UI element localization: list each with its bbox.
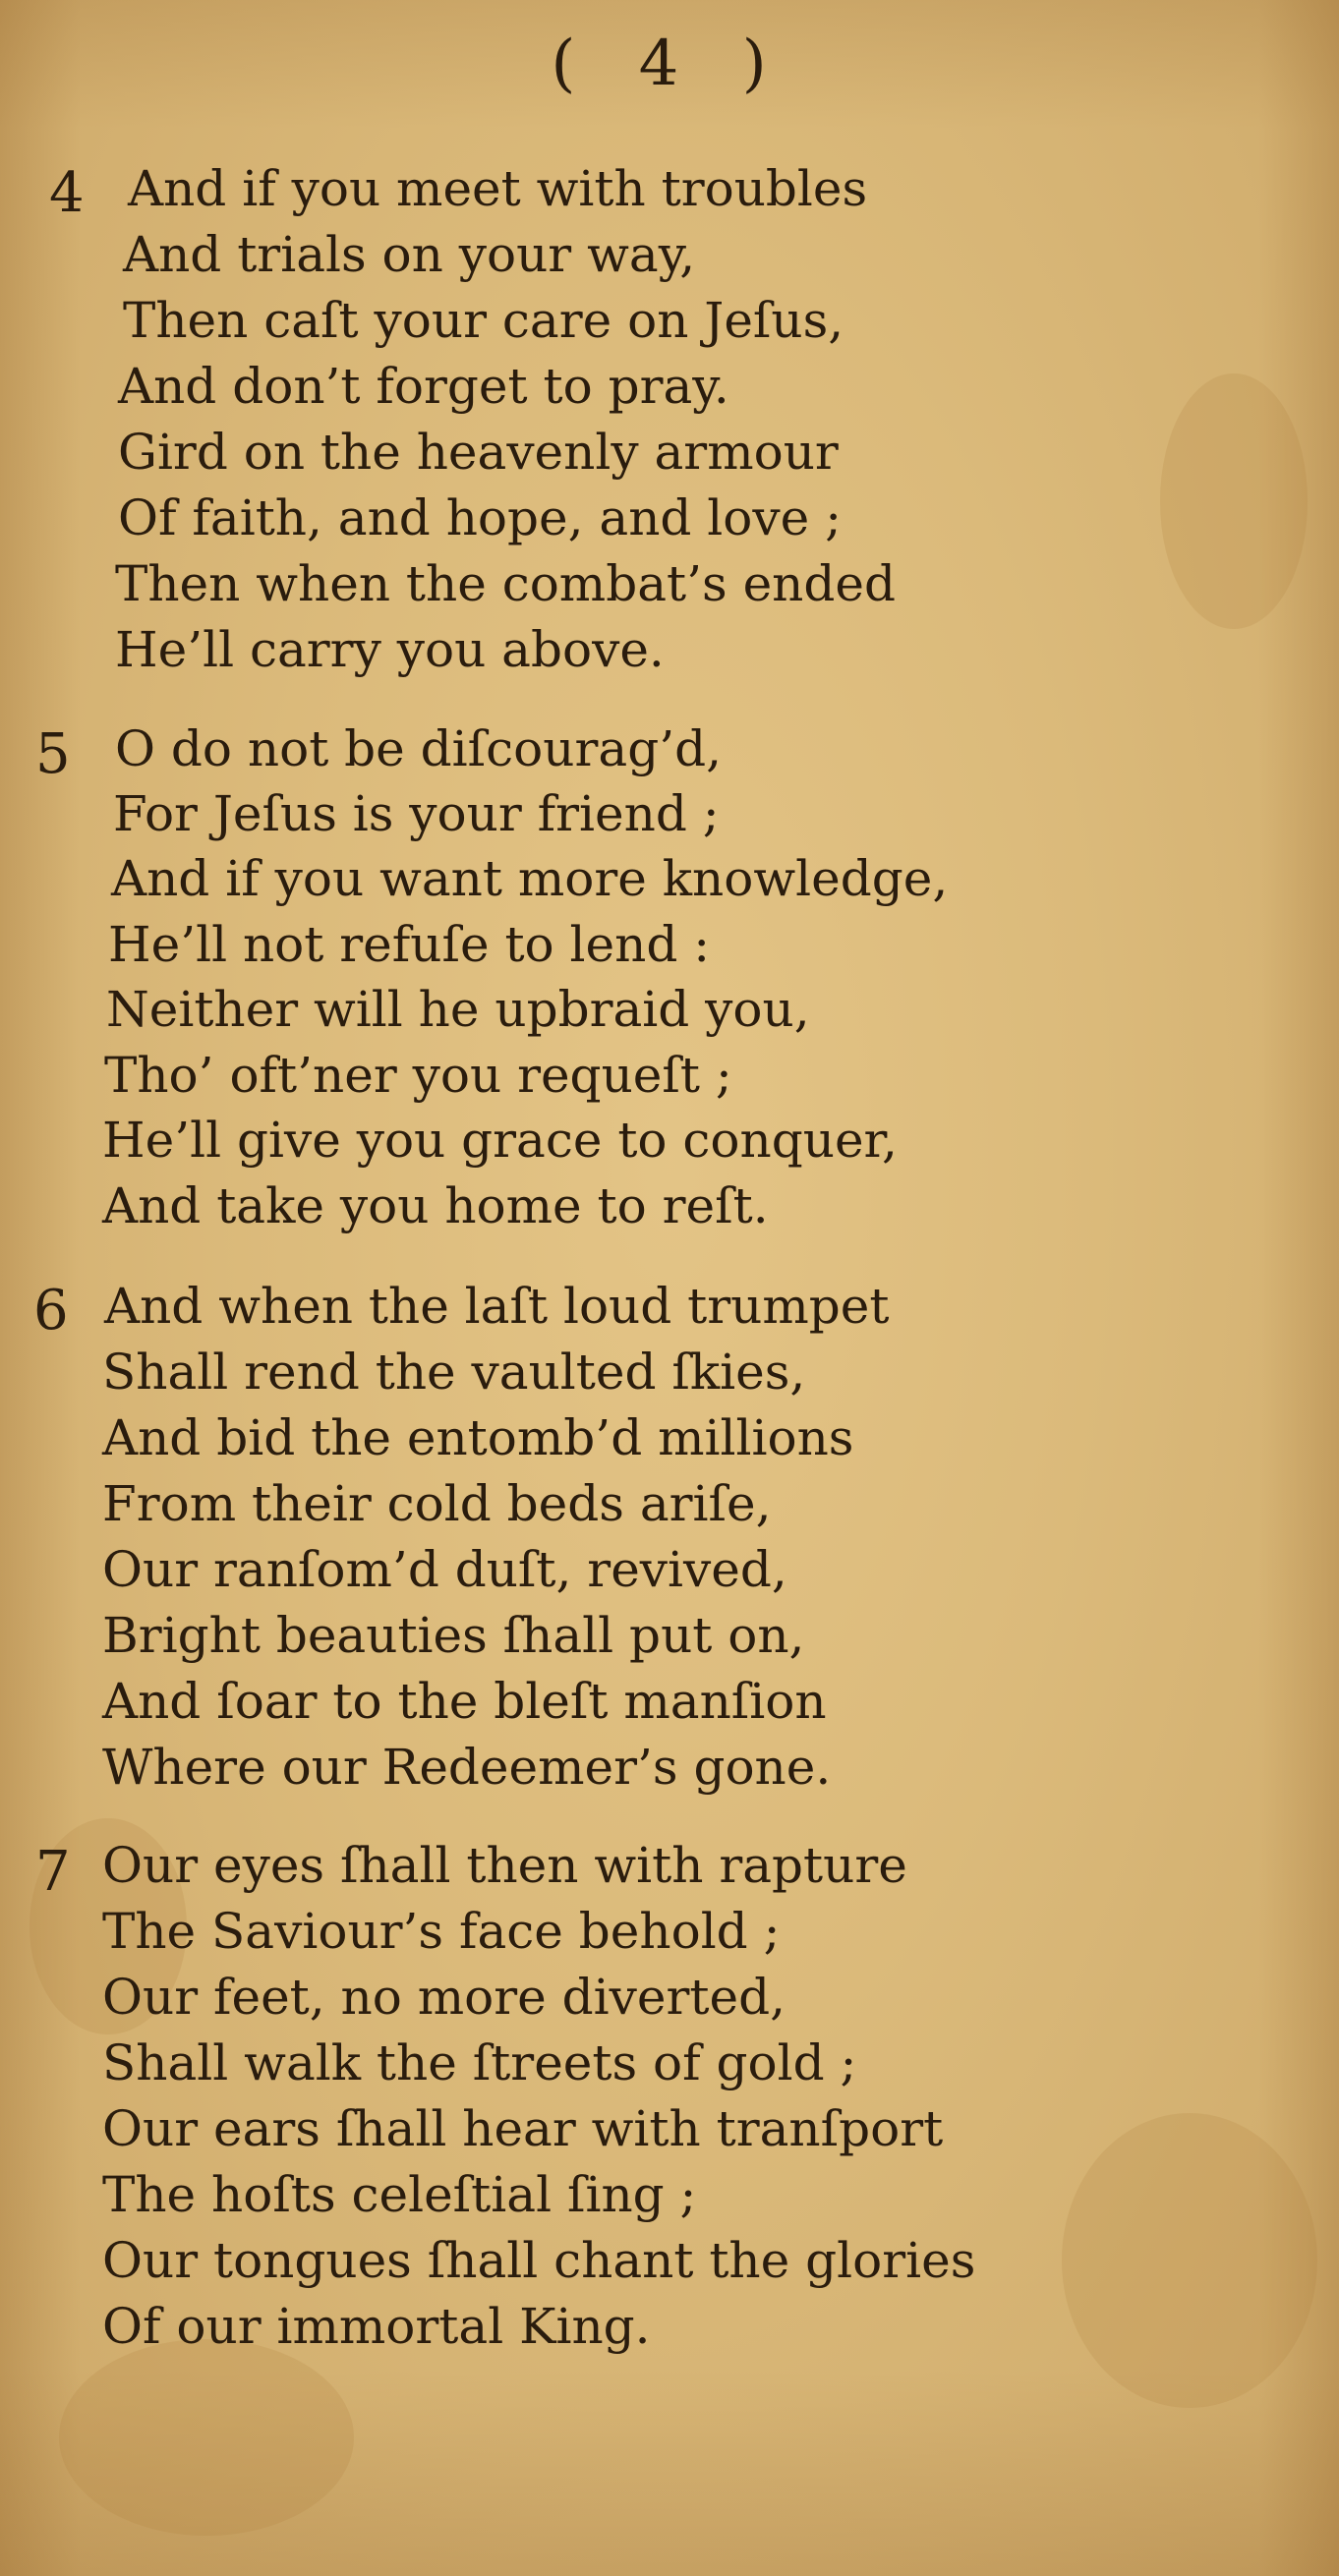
verse-line: Of faith, and hope, and love ; bbox=[118, 489, 842, 546]
verse-line: For Jeſus is your friend ; bbox=[113, 785, 720, 842]
verse-line: Then caſt your care on Jeſus, bbox=[123, 292, 844, 349]
verse-line: And trials on your way, bbox=[123, 226, 696, 283]
verse-line: Of our immortal King. bbox=[102, 2298, 651, 2355]
verse-line: He’ll carry you above. bbox=[115, 621, 665, 678]
verse-line: Shall walk the ſtreets of gold ; bbox=[102, 2034, 857, 2091]
verse-line: O do not be diſcourag’d, bbox=[115, 720, 722, 777]
verse-line: From their cold beds ariſe, bbox=[102, 1475, 772, 1532]
verse-line: And when the laſt loud trumpet bbox=[104, 1278, 890, 1335]
verse-line: He’ll not refuſe to lend : bbox=[108, 916, 711, 973]
paper-stain bbox=[59, 2339, 354, 2536]
verse-line: Then when the combat’s ended bbox=[115, 555, 896, 612]
verse-line: And ſoar to the bleſt manſion bbox=[102, 1673, 827, 1730]
paper-stain bbox=[1160, 373, 1308, 629]
verse-line: Our ranſom’d duſt, revived, bbox=[102, 1541, 787, 1598]
verse-line: And if you want more knowledge, bbox=[111, 850, 949, 907]
stanza-number: 6 bbox=[33, 1279, 69, 1343]
verse-line: Our tongues ſhall chant the glories bbox=[102, 2232, 976, 2289]
verse-line: And don’t forget to pray. bbox=[118, 358, 729, 415]
verse-line: And if you meet with troubles bbox=[128, 160, 868, 217]
paper-stain bbox=[1062, 2113, 1317, 2408]
stanza-number: 7 bbox=[35, 1840, 71, 1904]
verse-line: He’ll give you grace to conquer, bbox=[102, 1112, 898, 1169]
page-number-header: ( 4 ) bbox=[551, 28, 788, 100]
verse-line: Our feet, no more diverted, bbox=[102, 1969, 786, 2026]
stanza-number: 4 bbox=[49, 161, 85, 225]
verse-line: The Saviour’s face behold ; bbox=[102, 1903, 781, 1960]
verse-line: Gird on the heavenly armour bbox=[118, 424, 839, 481]
verse-line: Our ears ſhall hear with tranſport bbox=[102, 2100, 944, 2157]
verse-line: Tho’ oft’ner you requeſt ; bbox=[104, 1047, 732, 1104]
verse-line: And bid the entomb’d millions bbox=[102, 1409, 854, 1466]
verse-line: The hoſts celeſtial ſing ; bbox=[102, 2166, 697, 2223]
stanza-number: 5 bbox=[35, 722, 71, 786]
verse-line: Neither will he upbraid you, bbox=[106, 981, 810, 1038]
verse-line: Our eyes ſhall then with rapture bbox=[102, 1837, 907, 1894]
verse-line: Where our Redeemer’s gone. bbox=[102, 1739, 832, 1796]
verse-line: Shall rend the vaulted ſkies, bbox=[102, 1344, 806, 1401]
verse-line: And take you home to reſt. bbox=[102, 1177, 769, 1234]
verse-line: Bright beauties ſhall put on, bbox=[102, 1607, 805, 1664]
